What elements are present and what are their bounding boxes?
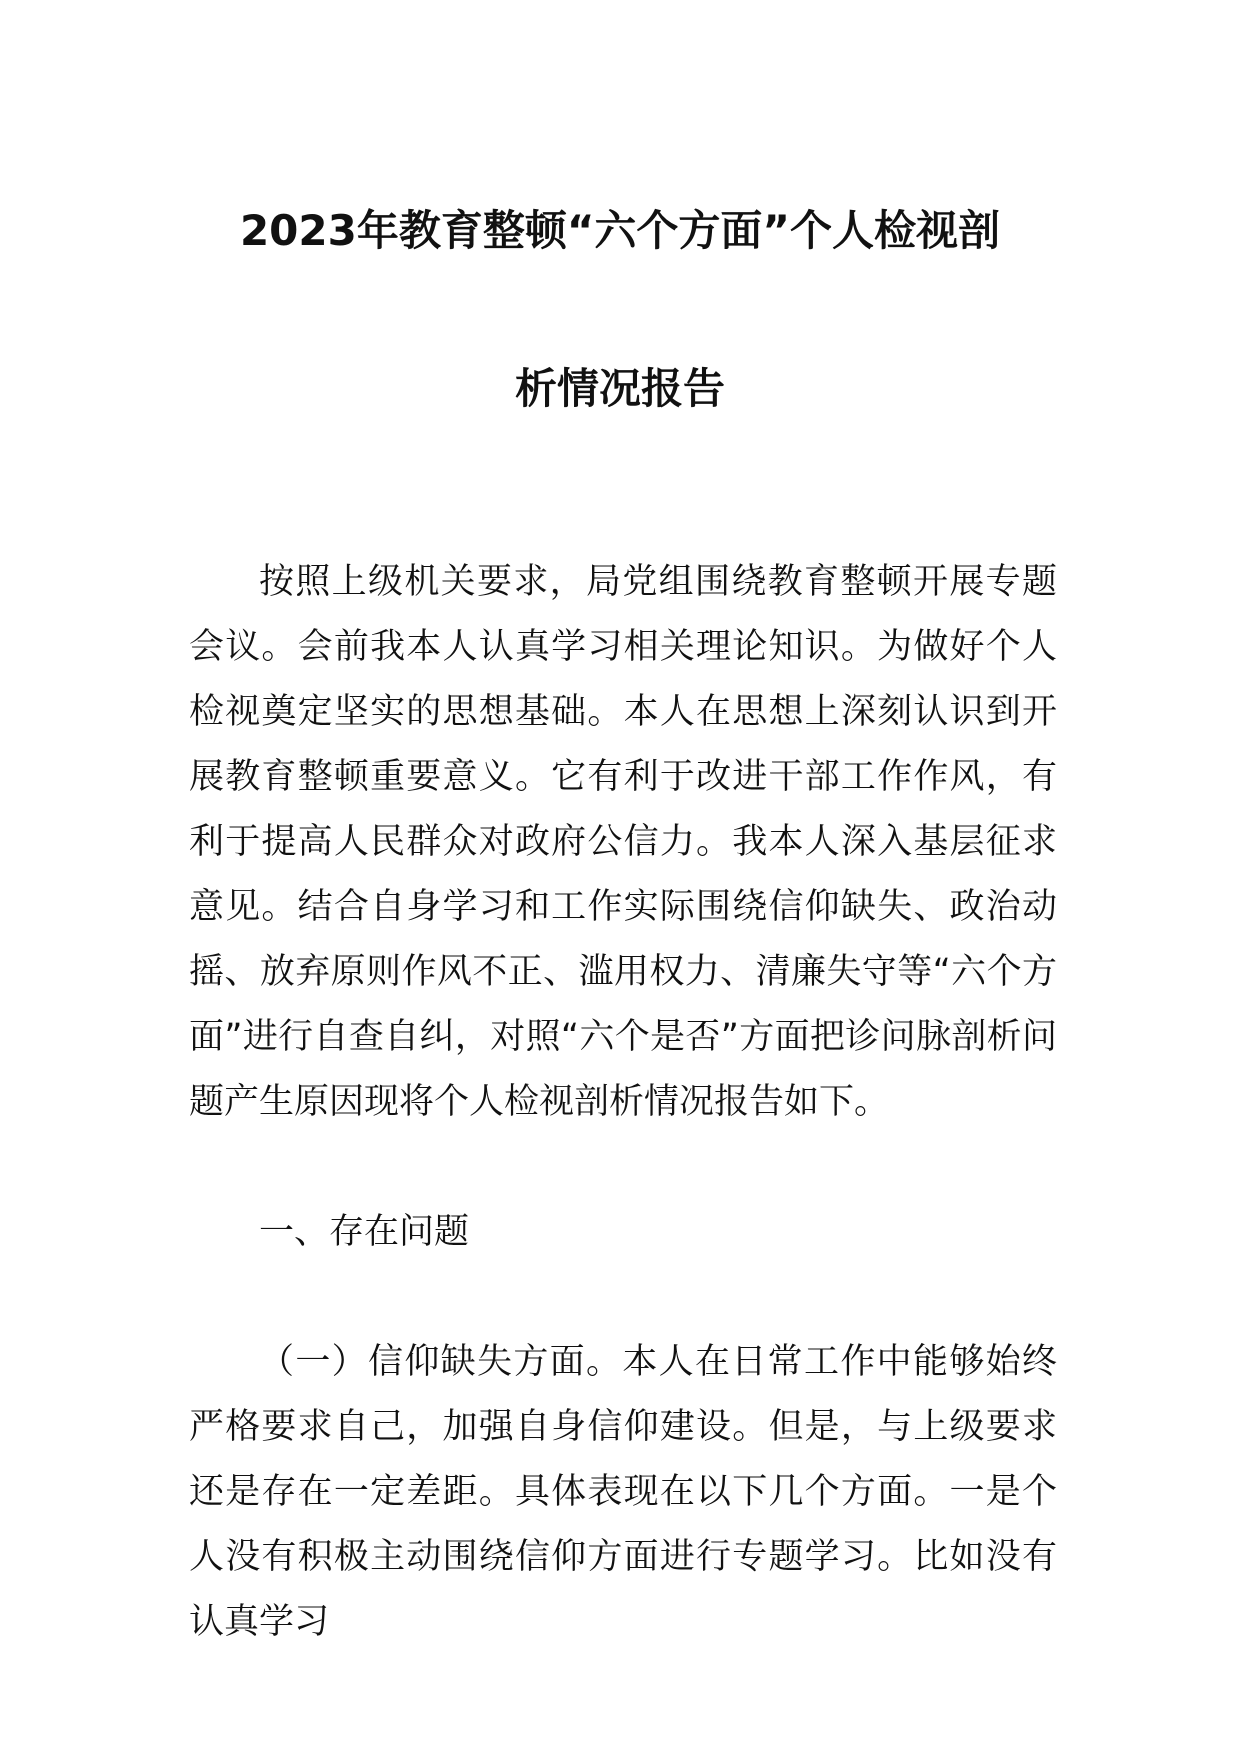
document-title-line-2: 析情况报告 <box>514 364 725 413</box>
document-title-line-1: 2023年教育整顿“六个方面”个人检视剖 <box>239 206 1001 255</box>
section-heading-problems: 一、存在问题 <box>259 1212 470 1252</box>
body-paragraph-faith: （一）信仰缺失方面。本人在日常工作中能够始终严格要求自己，加强自身信仰建设。但是，与上级要求还是存在一定差距。具体表现在以下几个方面。一是个人没有积极主动围绕信仰方面进行专题学习。比如没有认真学习 <box>189 1342 1057 1642</box>
intro-paragraph: 按照上级机关要求，局党组围绕教育整顿开展专题会议。会前我本人认真学习相关理论知识。为做好个人检视奠定坚实的思想基础。本人在思想上深刻认识到开展教育整顿重要意义。它有利于改进干部工作作风，有利于提高人民群众对政府公信力。我本人深入基层征求意见。结合自身学习和工作实际围绕信仰缺失、政治动摇、放弃原则作风不正、滥用权力、清廉失守等“六个方面”进行自查自纠，对照“六个是否”方面把诊问脉剖析问题产生原因现将个人检视剖析情况报告如下。 <box>189 562 1057 1122</box>
